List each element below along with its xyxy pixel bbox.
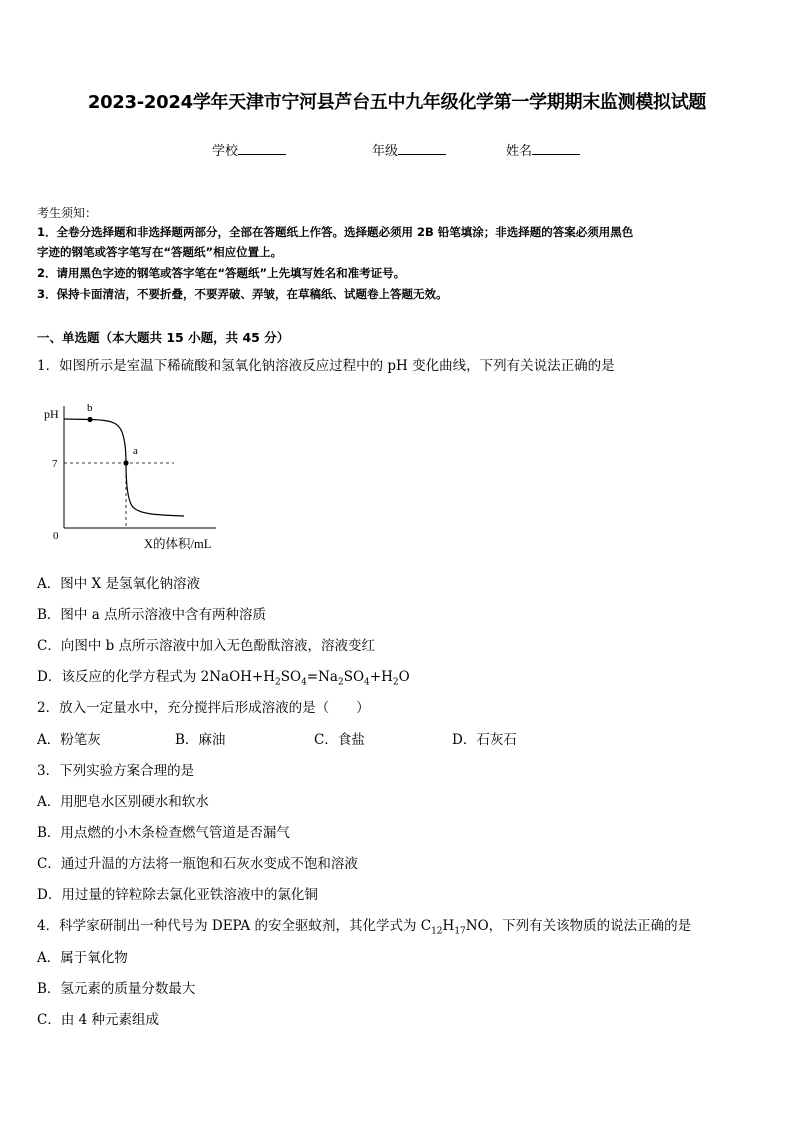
option-d[interactable] xyxy=(37,665,410,688)
school-blank[interactable] xyxy=(238,142,286,155)
point-b-label: b xyxy=(87,402,93,414)
point-b xyxy=(87,417,92,422)
subscript: 4 xyxy=(364,677,370,688)
question-stem xyxy=(37,914,692,937)
subscript: 12 xyxy=(431,926,443,937)
ph-curve xyxy=(64,419,184,516)
stem-text: 4．科学家研制出一种代号为 DEPA 的安全驱蚊剂，其化学式为 C xyxy=(37,918,432,934)
name-field xyxy=(506,140,580,159)
question-stem: 1．如图所示是室温下稀硫酸和氢氧化钠溶液反应过程中的 pH 变化曲线，下列有关说法正确的是 xyxy=(37,358,615,374)
point-a-label: a xyxy=(133,445,138,457)
name-label: 姓名 xyxy=(506,144,533,159)
point-a xyxy=(123,460,128,465)
option-a[interactable]: A．用肥皂水区别硬水和软水 xyxy=(37,794,209,810)
question-stem: 2．放入一定量水中，充分搅拌后形成溶液的是（ ） xyxy=(37,700,370,716)
formula-part: H xyxy=(442,918,455,934)
option-b[interactable]: B．图中 a 点所示溶液中含有两种溶质 xyxy=(37,607,267,623)
subscript: 2 xyxy=(392,677,399,688)
option-c[interactable]: C．向图中 b 点所示溶液中加入无色酚酞溶液，溶液变红 xyxy=(37,638,376,654)
option-a[interactable]: A．属于氧化物 xyxy=(37,950,128,966)
grade-blank[interactable] xyxy=(398,142,446,155)
ph-chart xyxy=(36,398,236,558)
y-tick-label: 7 xyxy=(52,458,58,470)
subscript: 2 xyxy=(337,677,344,688)
option-d[interactable]: D．石灰石 xyxy=(452,732,517,748)
stem-text: NO，下列有关该物质的说法正确的是 xyxy=(465,918,692,934)
question-stem: 3．下列实验方案合理的是 xyxy=(37,763,195,779)
school-field xyxy=(212,140,286,159)
name-blank[interactable] xyxy=(532,142,580,155)
school-label: 学校 xyxy=(212,144,239,159)
formula-part: =Na xyxy=(306,669,338,685)
x-axis-label: X的体积/mL xyxy=(144,537,212,551)
notice-item: 1．全卷分选择题和非选择题两部分，全部在答题纸上作答。选择题必须用 2B 铅笔填涂；非选择题的答案必须用黑色 xyxy=(37,225,634,239)
option-a[interactable]: A．图中 X 是氢氧化钠溶液 xyxy=(37,576,200,592)
option-c[interactable]: C．由 4 种元素组成 xyxy=(37,1012,160,1028)
y-axis-label: pH xyxy=(44,407,59,421)
formula-part: SO xyxy=(343,669,365,685)
option-c[interactable]: C．食盐 xyxy=(314,732,365,748)
notice-heading: 考生须知： xyxy=(37,206,98,220)
formula-part: O xyxy=(398,669,410,685)
section-heading: 一、单选题（本大题共 15 小题，共 45 分） xyxy=(37,330,290,345)
notice-item: 3．保持卡面清洁，不要折叠，不要弄破、弄皱，在草稿纸、试题卷上答题无效。 xyxy=(37,287,448,301)
grade-label: 年级 xyxy=(372,144,399,159)
notice-item: 字迹的钢笔或答字笔写在“答题纸”相应位置上。 xyxy=(37,245,283,259)
subscript: 17 xyxy=(454,926,466,937)
option-b[interactable]: B．麻油 xyxy=(175,732,226,748)
origin-label: 0 xyxy=(53,530,59,542)
notice-item: 2．请用黑色字迹的钢笔或答字笔在“答题纸”上先填写姓名和准考证号。 xyxy=(37,266,406,280)
option-c[interactable]: C．通过升温的方法将一瓶饱和石灰水变成不饱和溶液 xyxy=(37,856,358,872)
grade-field xyxy=(372,140,446,159)
formula-part: +H xyxy=(369,669,393,685)
formula-part: SO xyxy=(280,669,302,685)
subscript: 2 xyxy=(275,677,281,688)
option-b[interactable]: B．用点燃的小木条检查燃气管道是否漏气 xyxy=(37,825,290,841)
subscript: 4 xyxy=(301,677,307,688)
option-a[interactable]: A．粉笔灰 xyxy=(37,732,101,748)
option-b[interactable]: B．氢元素的质量分数最大 xyxy=(37,981,196,997)
option-d-text: D．该反应的化学方程式为 2NaOH+H xyxy=(37,669,275,685)
option-d[interactable]: D．用过量的锌粒除去氯化亚铁溶液中的氯化铜 xyxy=(37,887,318,903)
page-title: 2023-2024学年天津市宁河县芦台五中九年级化学第一学期期末监测模拟试题 xyxy=(87,92,707,113)
